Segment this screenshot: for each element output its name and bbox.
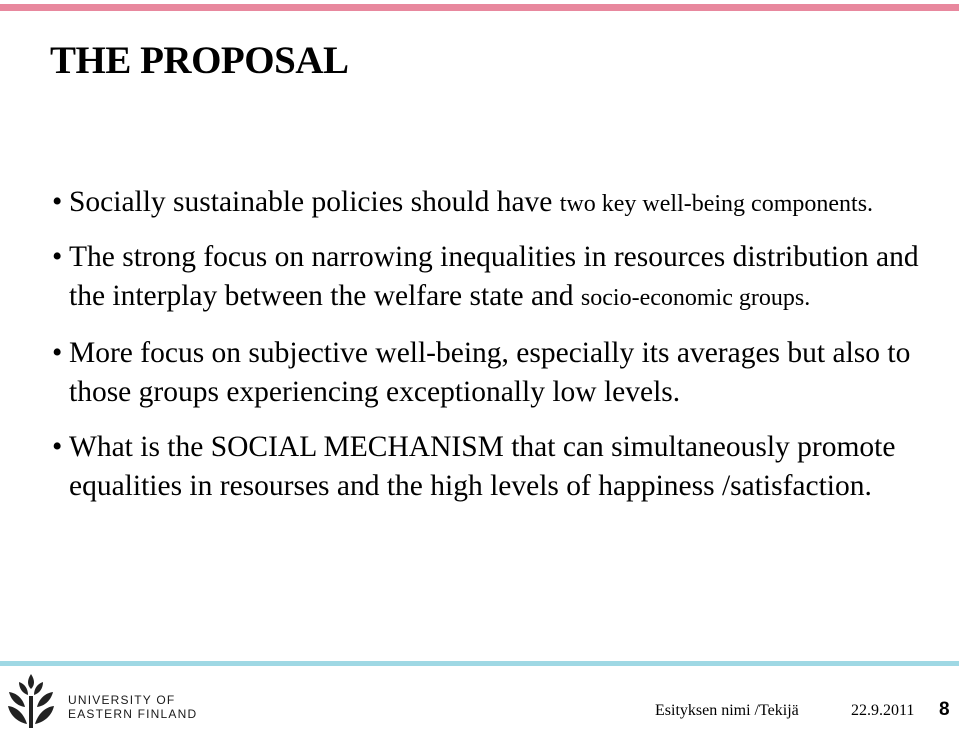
bottom-accent-bar (0, 661, 959, 666)
presentation-author: Esityksen nimi /Tekijä (655, 702, 799, 719)
bullet-list (46, 183, 946, 506)
uef-leaf-logo-icon (6, 672, 56, 730)
university-name (68, 693, 197, 721)
bullet-text: What is the SOCIAL MECHANISM that can simultaneously promote equalities in resourses and the high levels of happiness /satisfaction. (69, 431, 896, 502)
footer-date: 22.9.2011 (851, 702, 915, 719)
bullet-item (46, 183, 946, 224)
university-line-2: EASTERN FINLAND (68, 707, 198, 721)
bullet-item (46, 238, 946, 318)
bullet-dot-icon: • (52, 337, 63, 369)
bullet-dot-icon: • (52, 241, 63, 273)
page-number: 8 (939, 699, 950, 720)
bullet-text: Socially sustainable policies should have (69, 186, 560, 218)
bullet-item (46, 428, 946, 506)
bullet-dot-icon: • (52, 186, 63, 218)
bullet-text: The strong focus on narrowing inequalities in resources distribution and the interplay between the welfare state and (69, 241, 919, 312)
bullet-dot-icon: • (52, 431, 63, 463)
bullet-item (46, 334, 946, 412)
bullet-text-small: two key well-being components. (559, 191, 874, 217)
bullet-text-small: socio-economic groups. (580, 285, 811, 311)
top-accent-bar (0, 4, 959, 11)
university-line-1: UNIVERSITY OF (68, 693, 176, 707)
bullet-text: More focus on subjective well-being, especially its averages but also to those groups experiencing exceptionally low levels. (69, 337, 911, 408)
slide-title: THE PROPOSAL (50, 39, 349, 82)
